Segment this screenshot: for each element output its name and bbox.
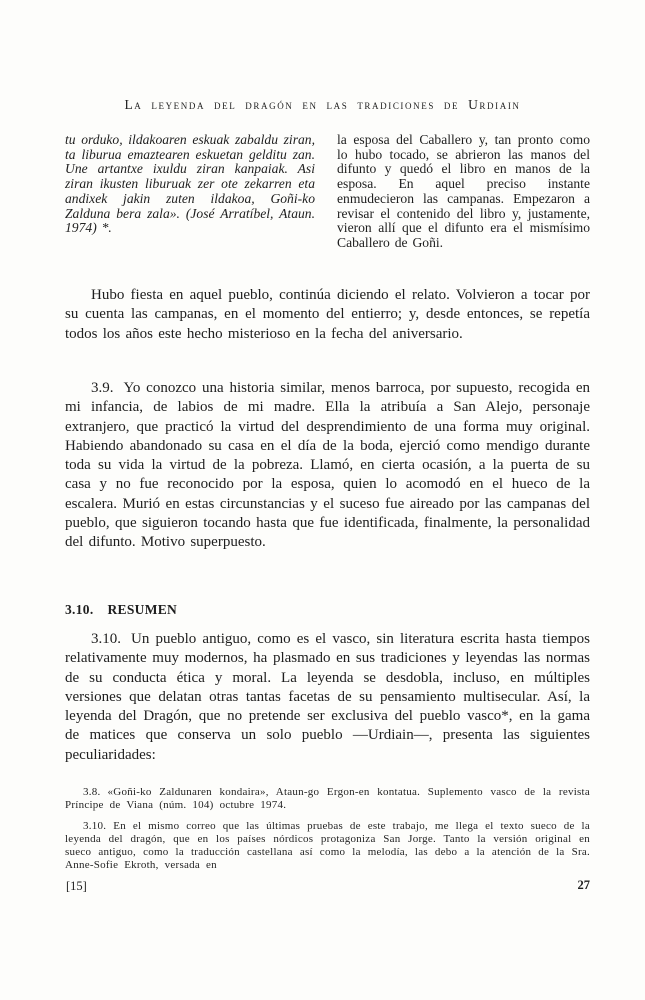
footnote-3-8-number: 3.8. — [83, 786, 101, 798]
section-number-3-9: 3.9. — [91, 380, 114, 396]
quote-columns — [65, 133, 590, 251]
footnote-3-10 — [65, 820, 590, 873]
paragraph-section-3-9 — [65, 379, 590, 553]
resumen-heading-label: RESUMEN — [107, 602, 178, 617]
quote-column-basque: tu orduko, ildakoaren eskuak zabaldu ziran, ta liburua emaztearen eskuetan gelditu zan. Une artantxe ixuldu ziran kanpaiak. Asi ziran ikusten liburuak zer ote zekarren eta andixek jakin zuten ildakoa, Goñi-ko Zalduna bera zala». (José Arratíbel, Ataun. 1974) *. — [65, 132, 315, 236]
footnotes-block — [65, 786, 590, 880]
footer-sheet-marker: [15] — [66, 879, 87, 893]
footer-page-number: 27 — [577, 878, 590, 892]
section-text-3-10: Un pueblo antiguo, como es el vasco, sin literatura escrita hasta tiempos relativamente muy modernos, ha plasmado en sus tradiciones y leyendas las normas de su conducta ética y moral. La leyenda se desdobla, incluso, en múltiples versiones que delatan otras tantas facetas de su pensamiento multisecular. Así, la leyenda del Dragón, que no pretende ser exclusiva del pueblo vasco*, en la gama de matices que conserva un solo pueblo —Urdiain—, presenta las siguientes peculiaridades: — [65, 631, 590, 763]
footnote-3-8 — [65, 786, 590, 813]
footnote-3-10-text: En el mismo correo que las últimas pruebas de este trabajo, me llega el texto sueco de la leyenda del dragón, que en los países nórdicos protagoniza San Jorge. Tanto la versión original en sueco antiguo, como la traducción castellana así como la melodía, las debo a la atención de la Sra. Anne-Sofie Ekroth, versada en — [65, 819, 590, 872]
paragraph-hubo-fiesta: Hubo fiesta en aquel pueblo, continúa diciendo el relato. Volvieron a tocar por su cuenta las campanas, en el momento del entierro; y, desde entonces, se repetía todos los años este hecho misterioso en la fecha del aniversario. — [65, 287, 590, 342]
paragraph-section-3-10 — [65, 630, 590, 765]
footnote-3-10-number: 3.10. — [83, 819, 107, 832]
footnote-3-8-text: «Goñi-ko Zaldunaren kondaira», Ataun-go Ergon-en kontatua. Suplemento vasco de la revista Príncipe de Viana (núm. 104) octubre 1974. — [65, 786, 590, 812]
section-text-3-9: Yo conozco una historia similar, menos barroca, por supuesto, recogida en mi infancia, de labios de mi madre. Ella la atribuía a San Alejo, personaje extranjero, que practicó la virtud del desprendimiento de una forma muy original. Habiendo abandonado su casa en el día de la boda, ejerció como mendigo durante toda su vida la virtud de la pobreza. Llamó, en cierta ocasión, a la puerta de su casa y no fue reconocido por la esposa, quien lo acomodó en el hueco de la escalera. Murió en estas circunstancias y el suceso fue aireado por las campanas del pueblo, que siguieron tocando hasta que fue identificada, finalmente, la personalidad del difunto. Motivo superpuesto. — [65, 380, 590, 551]
resumen-heading — [65, 602, 177, 618]
quote-column-spanish: la esposa del Caballero y, tan pronto como lo hubo tocado, se abrieron las manos del difunto y quedó el libro en manos de la esposa. En aquel preciso instante enmudecieron las campanas. Empezaron a revisar el contenido del libro y, justamente, vieron allí que el difunto era el mismísimo Caballero de Goñi. — [337, 132, 590, 250]
page-title: La leyenda del dragón en las tradiciones de Urdiain — [124, 97, 521, 112]
section-number-3-10: 3.10. — [91, 631, 121, 647]
resumen-heading-number: 3.10. — [65, 602, 94, 617]
